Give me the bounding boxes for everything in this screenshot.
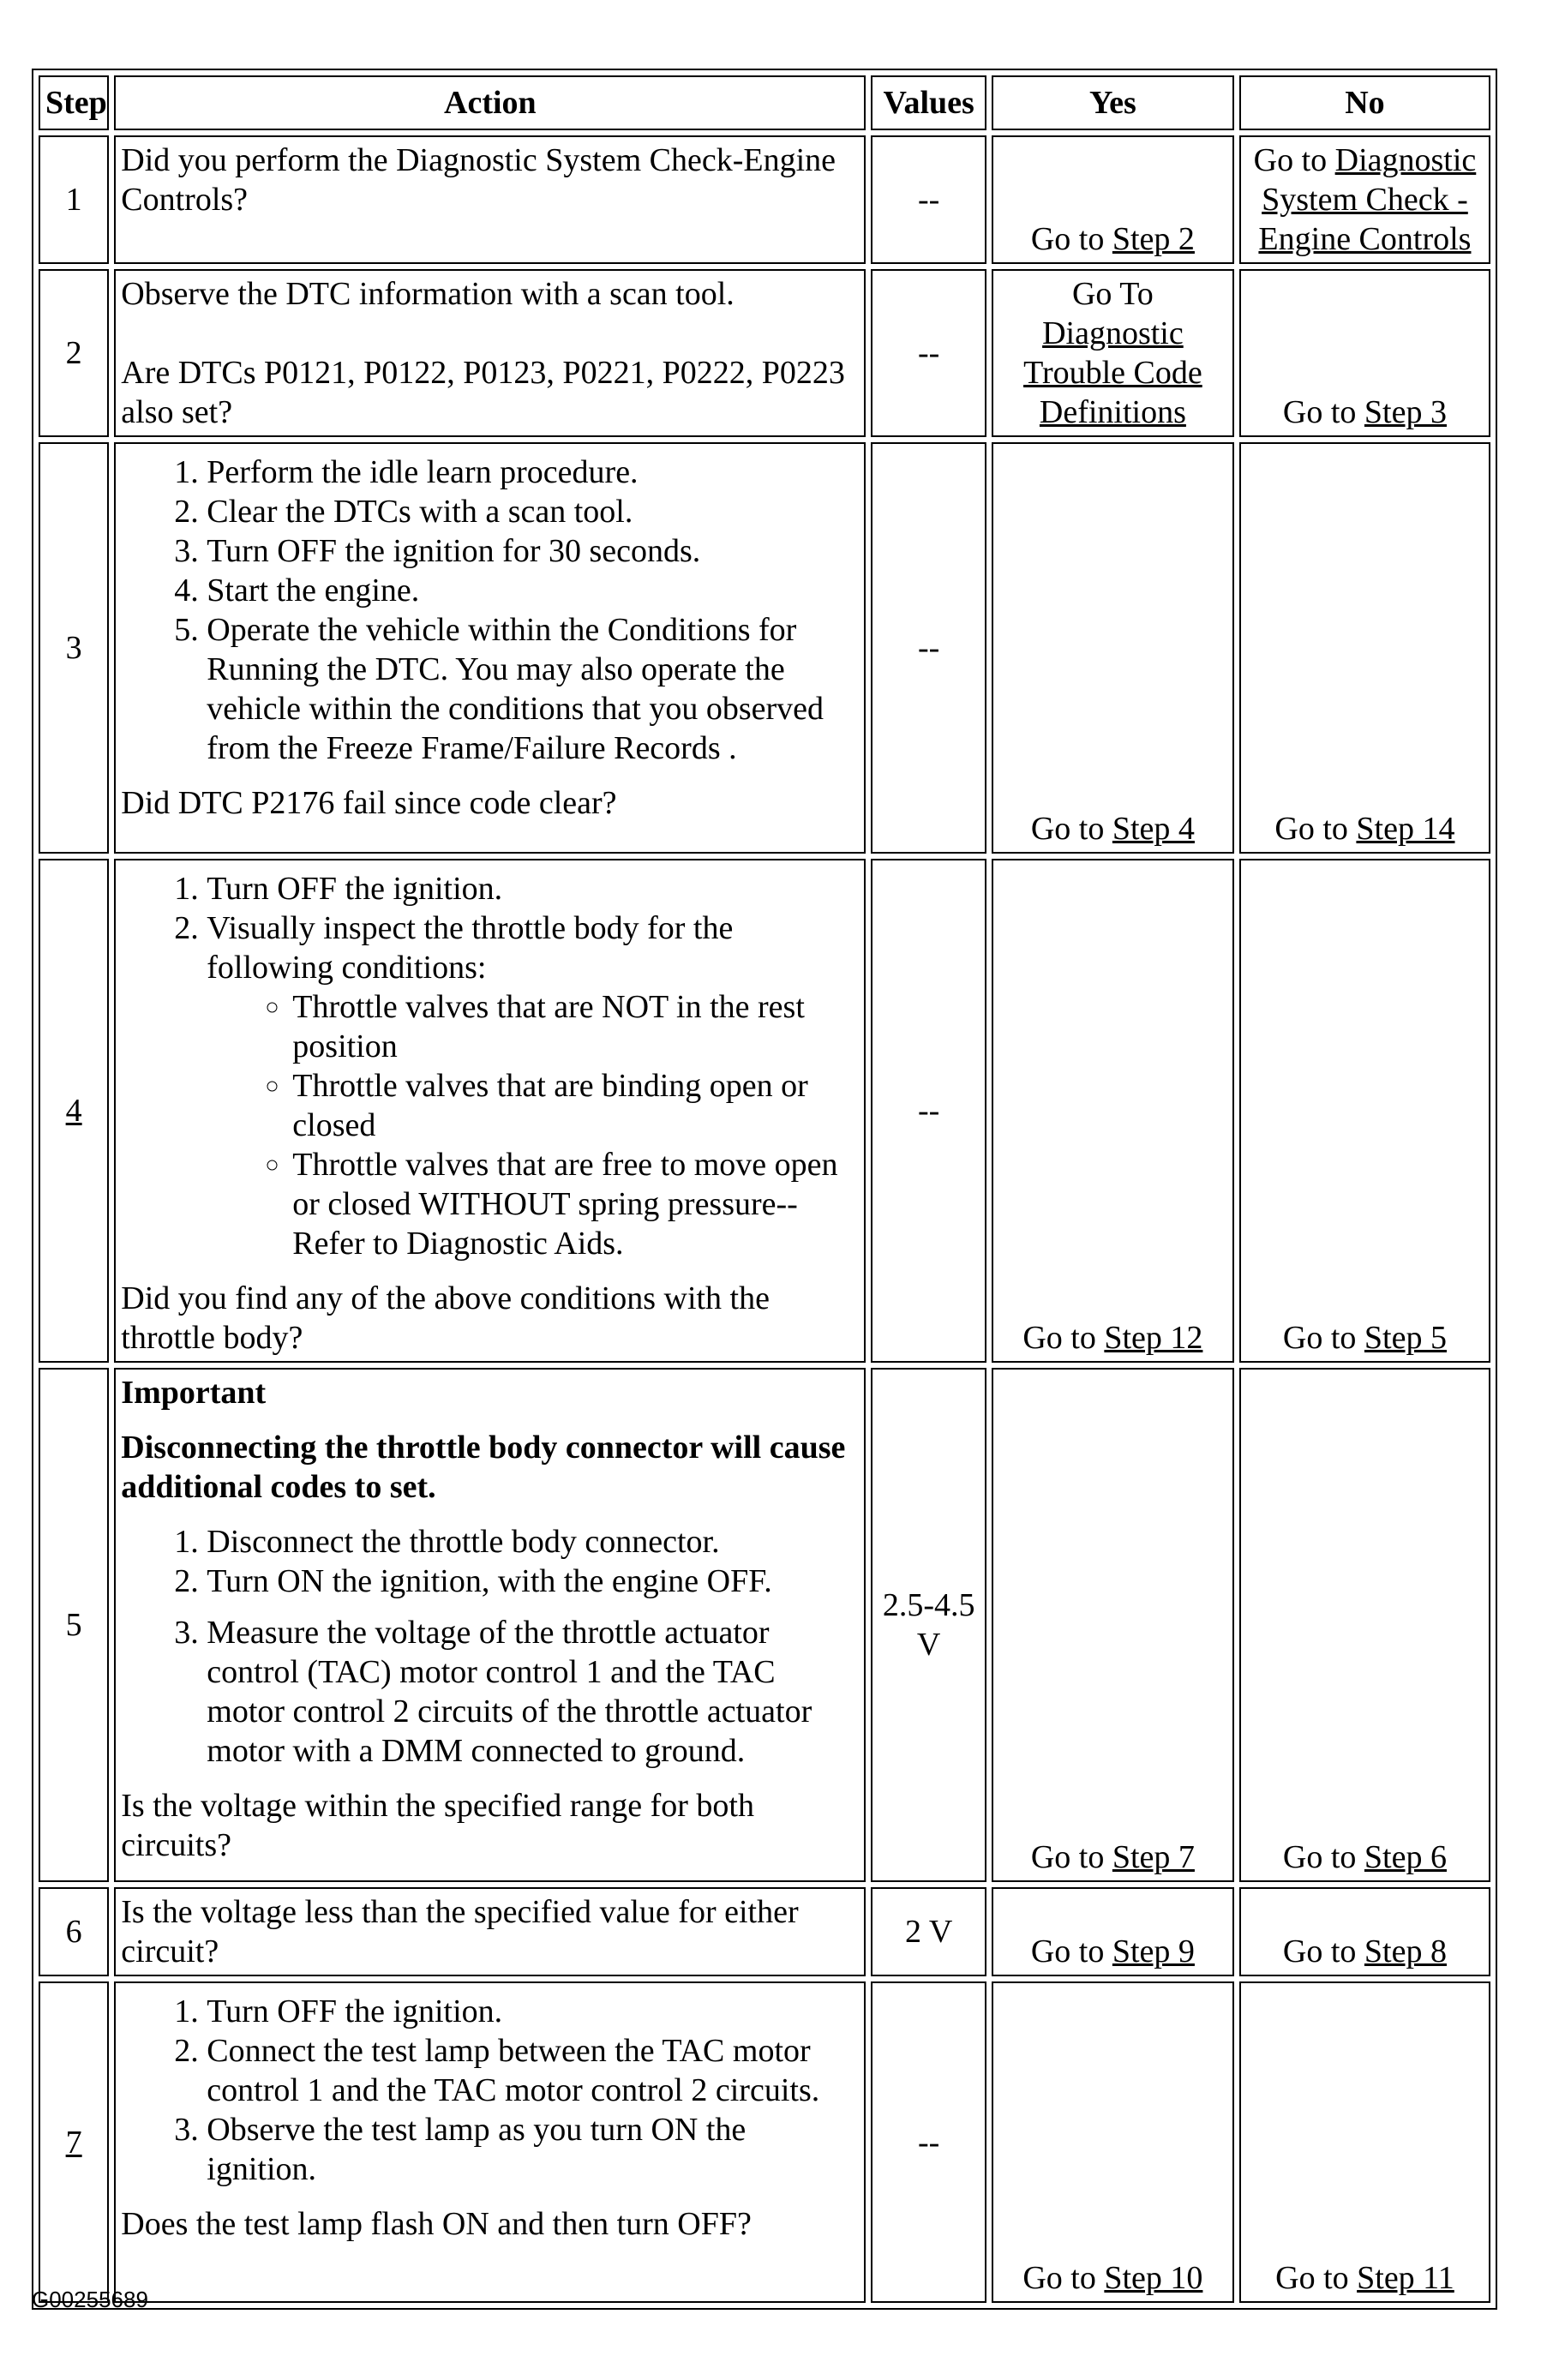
list-item: 2. Connect the test lamp between the TAC motor control 1 and the TAC motor control 2 circuits. bbox=[207, 2031, 859, 2110]
value-cell: 2.5-4.5 V bbox=[871, 1368, 986, 1882]
go-to-text: Go To bbox=[1071, 276, 1154, 312]
step-number: 3 bbox=[39, 442, 109, 854]
step-number: 2 bbox=[39, 269, 109, 437]
value-cell: 2 V bbox=[871, 1887, 986, 1976]
step-number: 1 bbox=[39, 135, 109, 264]
no-cell bbox=[1239, 1368, 1490, 1882]
question-text: Are DTCs P0121, P0122, P0123, P0221, P0222, P0223 also set? bbox=[121, 355, 845, 430]
figure-id: G00255689 bbox=[32, 2287, 148, 2312]
important-text: Disconnecting the throttle body connector will cause additional codes to set. bbox=[121, 1430, 846, 1505]
list-item: 4. Start the engine. bbox=[207, 571, 859, 610]
no-link[interactable]: Step 11 bbox=[1357, 2260, 1454, 2296]
yes-cell bbox=[992, 1368, 1234, 1882]
list-item: 1. Perform the idle learn procedure. bbox=[207, 453, 859, 492]
no-link[interactable]: Step 5 bbox=[1364, 1320, 1447, 1356]
question-text: Did DTC P2176 fail since code clear? bbox=[121, 785, 617, 821]
go-to-text: Go to bbox=[1030, 221, 1105, 257]
no-cell bbox=[1239, 1887, 1490, 1976]
yes-cell bbox=[992, 269, 1234, 437]
step-number: 4 bbox=[39, 859, 109, 1363]
question-text: Does the test lamp flash ON and then turn OFF? bbox=[121, 2206, 752, 2242]
yes-link[interactable]: Diagnostic Trouble Code Definitions bbox=[1023, 315, 1202, 430]
table-row bbox=[39, 442, 1490, 854]
list-item: 2. Visually inspect the throttle body for the following conditions: ◦ Throttle valves that are NOT in the rest position ◦ Throttle valves that are binding open or closed ◦ Throttle valves that are free to move open or closed WITHOUT spring pressure--Refer to Diagnostic Aids. bbox=[207, 908, 859, 1263]
sub-list-item: ◦ Throttle valves that are free to move open or closed WITHOUT spring pressure--Refer to Diagnostic Aids. bbox=[292, 1145, 859, 1263]
value-cell: -- bbox=[871, 1981, 986, 2303]
yes-cell bbox=[992, 1887, 1234, 1976]
procedure-list bbox=[121, 869, 859, 1263]
no-cell bbox=[1239, 442, 1490, 854]
yes-cell bbox=[992, 859, 1234, 1363]
action-cell bbox=[114, 1368, 866, 1882]
go-to-text: Go to bbox=[1253, 142, 1328, 178]
table-row bbox=[39, 269, 1490, 437]
value-cell: -- bbox=[871, 859, 986, 1363]
yes-cell bbox=[992, 1981, 1234, 2303]
yes-link[interactable]: Step 2 bbox=[1112, 221, 1195, 257]
action-cell bbox=[114, 1981, 866, 2303]
list-item: 1. Disconnect the throttle body connector. bbox=[207, 1522, 859, 1562]
value-cell: -- bbox=[871, 135, 986, 264]
yes-cell bbox=[992, 442, 1234, 854]
header-no: No bbox=[1239, 75, 1490, 130]
go-to-text: Go to bbox=[1022, 1320, 1096, 1356]
list-item: 5. Operate the vehicle within the Conditions for Running the DTC. You may also operate the vehicle within the conditions that you observed from the Freeze Frame/Failure Records . bbox=[207, 610, 859, 768]
important-title: Important bbox=[121, 1375, 267, 1411]
list-item: 3. Observe the test lamp as you turn ON the ignition. bbox=[207, 2110, 859, 2189]
sub-list bbox=[207, 987, 859, 1263]
go-to-text: Go to bbox=[1030, 811, 1105, 847]
step-number: 7 bbox=[39, 1981, 109, 2303]
table-row bbox=[39, 1981, 1490, 2303]
action-cell bbox=[114, 859, 866, 1363]
list-item: 3. Turn OFF the ignition for 30 seconds. bbox=[207, 531, 859, 571]
go-to-text: Go to bbox=[1275, 2260, 1349, 2296]
list-item: 3. Measure the voltage of the throttle actuator control (TAC) motor control 1 and the TAC motor control 2 circuits of the throttle actuator motor with a DMM connected to ground. bbox=[207, 1613, 859, 1771]
step-number: 6 bbox=[39, 1887, 109, 1976]
table-row bbox=[39, 859, 1490, 1363]
yes-link[interactable]: Step 9 bbox=[1112, 1933, 1195, 1969]
table-row bbox=[39, 1368, 1490, 1882]
action-cell bbox=[114, 135, 866, 264]
value-cell: -- bbox=[871, 269, 986, 437]
header-step: Step bbox=[39, 75, 109, 130]
header-yes: Yes bbox=[992, 75, 1234, 130]
go-to-text: Go to bbox=[1282, 1933, 1357, 1969]
no-link[interactable]: Step 6 bbox=[1364, 1839, 1447, 1875]
value-cell: -- bbox=[871, 442, 986, 854]
go-to-text: Go to bbox=[1282, 1320, 1357, 1356]
header-values: Values bbox=[871, 75, 986, 130]
go-to-text: Go to bbox=[1030, 1933, 1105, 1969]
no-link[interactable]: Step 8 bbox=[1364, 1933, 1447, 1969]
yes-link[interactable]: Step 4 bbox=[1112, 811, 1195, 847]
table-row bbox=[39, 1887, 1490, 1976]
list-item: 1. Turn OFF the ignition. bbox=[207, 869, 859, 908]
procedure-list bbox=[121, 453, 859, 768]
no-link[interactable]: Diagnostic System Check - Engine Controls bbox=[1258, 142, 1477, 257]
sub-list-item: ◦ Throttle valves that are binding open or closed bbox=[292, 1066, 859, 1145]
action-cell bbox=[114, 442, 866, 854]
intro-text: Observe the DTC information with a scan tool. bbox=[121, 276, 735, 312]
yes-cell bbox=[992, 135, 1234, 264]
no-cell bbox=[1239, 269, 1490, 437]
go-to-text: Go to bbox=[1282, 394, 1357, 430]
action-cell bbox=[114, 1887, 866, 1976]
header-action: Action bbox=[114, 75, 866, 130]
yes-link[interactable]: Step 10 bbox=[1104, 2260, 1203, 2296]
no-link[interactable]: Step 14 bbox=[1356, 811, 1455, 847]
no-cell bbox=[1239, 859, 1490, 1363]
question-text: Is the voltage less than the specified value for either circuit? bbox=[121, 1894, 799, 1969]
step-number: 5 bbox=[39, 1368, 109, 1882]
question-text: Did you find any of the above conditions with the throttle body? bbox=[121, 1280, 770, 1356]
header-row bbox=[39, 75, 1490, 130]
sub-list-item: ◦ Throttle valves that are NOT in the rest position bbox=[292, 987, 859, 1066]
list-item: 2. Clear the DTCs with a scan tool. bbox=[207, 492, 859, 531]
question-text: Did you perform the Diagnostic System Check-Engine Controls? bbox=[121, 142, 836, 218]
no-link[interactable]: Step 3 bbox=[1364, 394, 1447, 430]
yes-link[interactable]: Step 12 bbox=[1104, 1320, 1203, 1356]
list-item: 2. Turn ON the ignition, with the engine OFF. bbox=[207, 1562, 859, 1601]
yes-link[interactable]: Step 7 bbox=[1112, 1839, 1195, 1875]
procedure-list bbox=[121, 1522, 859, 1771]
procedure-list bbox=[121, 1992, 859, 2189]
no-cell bbox=[1239, 135, 1490, 264]
action-cell bbox=[114, 269, 866, 437]
diagnostic-table bbox=[32, 69, 1497, 2310]
question-text: Is the voltage within the specified range for both circuits? bbox=[121, 1788, 754, 1863]
table-row bbox=[39, 135, 1490, 264]
list-item: 1. Turn OFF the ignition. bbox=[207, 1992, 859, 2031]
go-to-text: Go to bbox=[1022, 2260, 1096, 2296]
go-to-text: Go to bbox=[1030, 1839, 1105, 1875]
no-cell bbox=[1239, 1981, 1490, 2303]
go-to-text: Go to bbox=[1282, 1839, 1357, 1875]
go-to-text: Go to bbox=[1274, 811, 1348, 847]
